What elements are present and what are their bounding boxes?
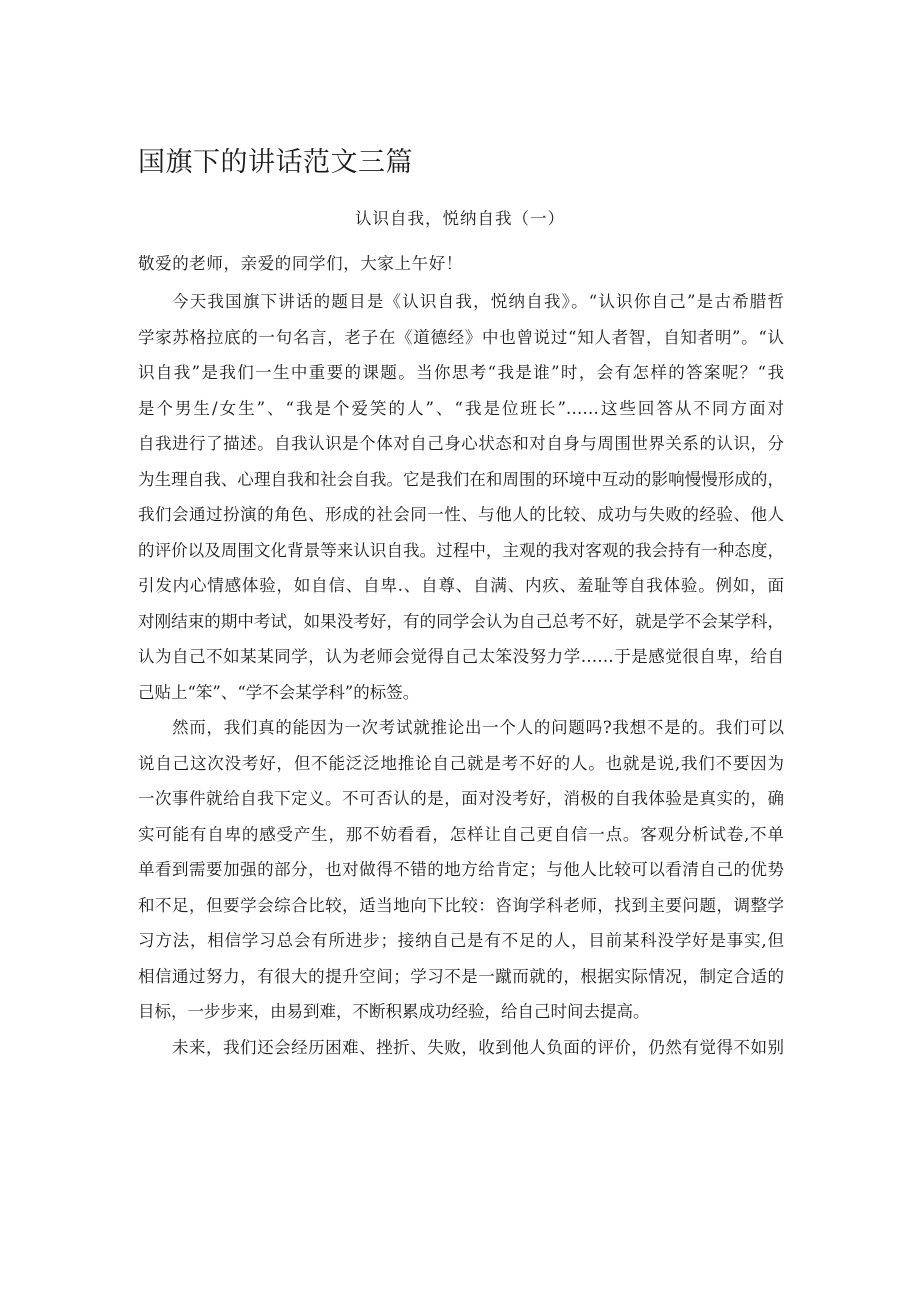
text-line: 习方法，相信学习总会有所进步；接纳自己是有不足的人，目前某科没学好是事实,但 [138,931,784,950]
text-line: 一次事件就给自我下定义。不可否认的是，面对没考好，消极的自我体验是真实的，确 [138,789,784,808]
text-line: 的评价以及周围文化背景等来认识自我。过程中，主观的我对客观的我会持有一种态度， [138,540,784,560]
greeting-line: 敬爱的老师，亲爱的同学们，大家上午好！ [138,254,463,273]
text-line: 引发内心情感体验，如自信、自卑.、自尊、自满、内疚、羞耻等自我体验。例如，面 [138,576,784,595]
section-subtitle: 认识自我，悦纳自我（一） [355,209,565,228]
text-line: 为生理自我、心理自我和社会自我。它是我们在和周围的环境中互动的影响慢慢形成的， [138,469,784,489]
text-line: 我们会通过扮演的角色、形成的社会同一性、与他人的比较、成功与失败的经验、他人 [138,505,784,524]
text-line: 识自我”是我们一生中重要的课题。当你思考“我是谁”时，会有怎样的答案呢？“我 [138,363,784,382]
text-line: 认为自己不如某某同学，认为老师会觉得自己太笨没努力学……于是感觉很自卑，给自 [138,647,784,666]
body-text [138,284,784,1065]
text-line: 然而，我们真的能因为一次考试就推论出一个人的问题吗?我想不是的。我们可以 [172,718,784,737]
document-title: 国旗下的讲话范文三篇 [138,147,413,178]
text-line: 学家苏格拉底的一句名言，老子在《道德经》中也曾说过“知人者智，自知者明”。“认 [138,327,784,347]
text-line: 说自己这次没考好，但不能泛泛地推论自己就是考不好的人。也就是说,我们不要因为 [138,753,784,773]
text-line: 单看到需要加强的部分，也对做得不错的地方给肯定；与他人比较可以看清自己的优势 [138,860,784,879]
text-line: 是个男生/女生”、“我是个爱笑的人”、“我是位班长”……这些回答从不同方面对 [138,398,784,418]
text-line: 相信通过努力，有很大的提升空间；学习不是一蹴而就的，根据实际情况，制定合适的 [138,966,784,986]
text-line: 和不足，但要学会综合比较，适当地向下比较：咨询学科老师，找到主要问题，调整学 [138,895,784,915]
text-line: 未来，我们还会经历困难、挫折、失败，收到他人负面的评价，仍然有觉得不如别 [172,1037,784,1057]
text-line: 今天我国旗下讲话的题目是《认识自我，悦纳自我》。“认识你自己”是古希腊哲 [172,292,784,311]
text-line: 自我进行了描述。自我认识是个体对自己身心状态和对自身与周围世界关系的认识，分 [138,434,784,453]
text-line: 对刚结束的期中考试，如果没考好，有的同学会认为自己总考不好，就是学不会某学科， [138,611,784,631]
text-line: 目标，一步步来，由易到难，不断积累成功经验，给自己时间去提高。 [138,1002,650,1021]
text-line: 己贴上“笨”、“学不会某学科”的标签。 [138,682,420,702]
text-line: 实可能有自卑的感受产生，那不妨看看，怎样让自己更自信一点。客观分析试卷,不单 [138,824,784,844]
